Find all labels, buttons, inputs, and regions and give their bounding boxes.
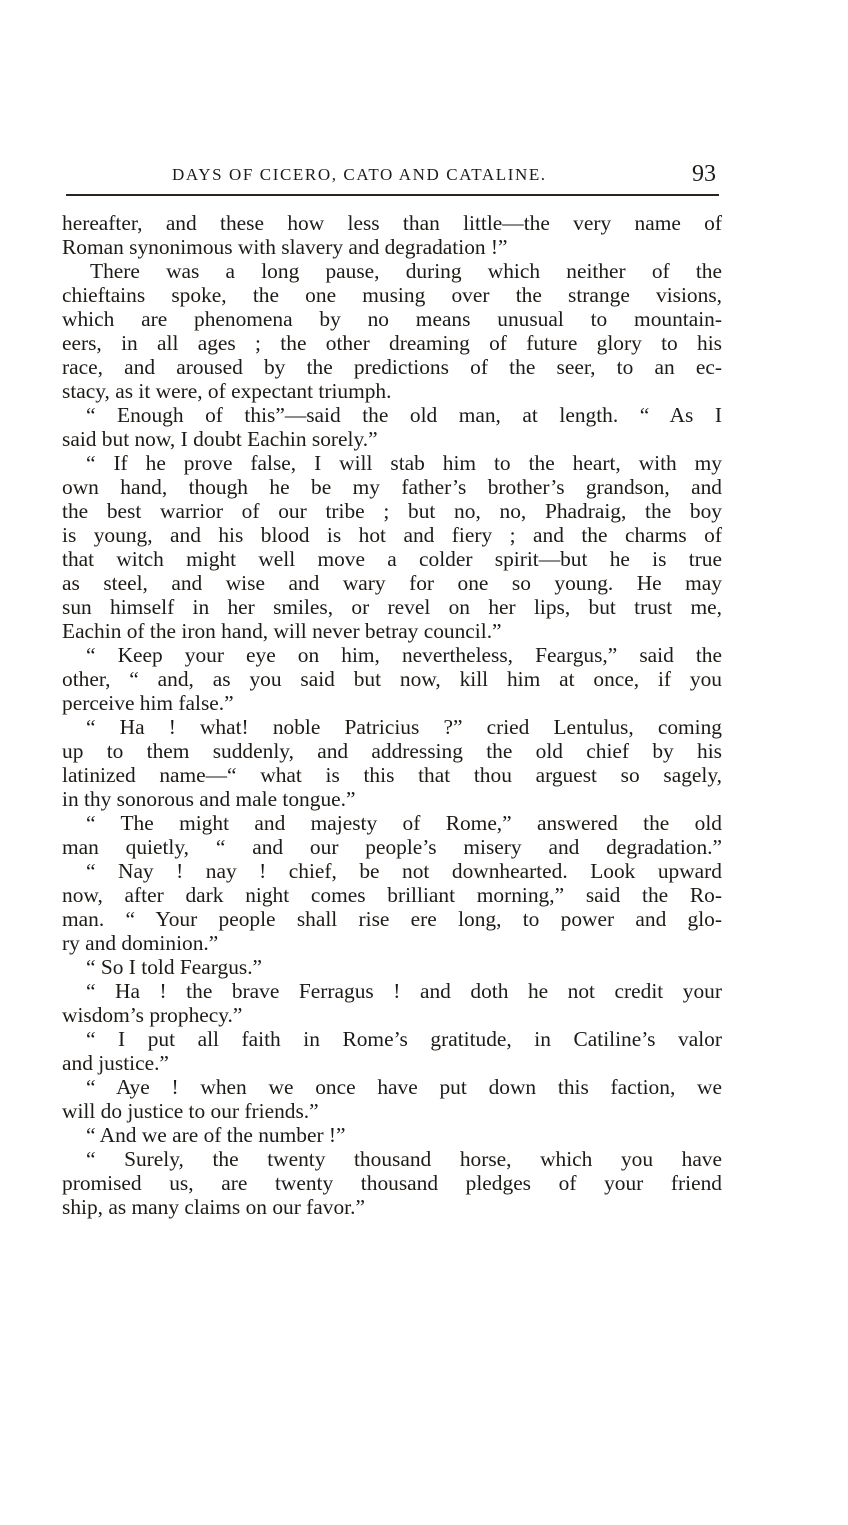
text-line: will do justice to our friends.” [62, 1099, 319, 1123]
header-rule [66, 194, 719, 196]
text-line: “ So I told Feargus.” [86, 955, 263, 979]
text-line: stacy, as it were, of expectant triumph. [62, 379, 392, 403]
text-line: ry and dominion.” [62, 931, 219, 955]
text-line: There was a long pause, during which neither of the [90, 259, 722, 283]
text-line: hereafter, and these how less than little—the very name of [62, 211, 722, 235]
text-line: man. “ Your people shall rise ere long, to power and glo- [62, 907, 722, 931]
text-line: man quietly, “ and our people’s misery and degradation.” [62, 835, 722, 859]
text-line: now, after dark night comes brilliant morning,” said the Ro- [62, 883, 722, 907]
text-line: “ Ha ! the brave Ferragus ! and doth he not credit your [86, 979, 722, 1003]
text-line: other, “ and, as you said but now, kill him at once, if you [62, 667, 722, 691]
text-line: “ And we are of the number !” [86, 1123, 346, 1147]
text-line: “ I put all faith in Rome’s gratitude, in Catiline’s valor [86, 1027, 722, 1051]
text-line: is young, and his blood is hot and fiery ; and the charms of [62, 523, 722, 547]
page-number: 93 [692, 161, 716, 187]
text-line: perceive him false.” [62, 691, 234, 715]
text-line: own hand, though he be my father’s brother’s grandson, and [62, 475, 722, 499]
running-head [62, 163, 722, 193]
text-line: “ Surely, the twenty thousand horse, which you have [86, 1147, 722, 1171]
text-line: sun himself in her smiles, or revel on her lips, but trust me, [62, 595, 722, 619]
running-title: DAYS OF CICERO, CATO AND CATALINE. [172, 165, 547, 184]
text-line: latinized name—“ what is this that thou arguest so sagely, [62, 763, 722, 787]
text-line: “ Ha ! what! noble Patricius ?” cried Lentulus, coming [86, 715, 722, 739]
text-line: “ The might and majesty of Rome,” answered the old [86, 811, 722, 835]
text-line: ship, as many claims on our favor.” [62, 1195, 365, 1219]
text-line: “ Aye ! when we once have put down this faction, we [86, 1075, 722, 1099]
text-line: “ Enough of this”—said the old man, at length. “ As I [86, 403, 722, 427]
text-line: “ Keep your eye on him, nevertheless, Feargus,” said the [86, 643, 722, 667]
text-line: the best warrior of our tribe ; but no, no, Phadraig, the boy [62, 499, 722, 523]
text-line: in thy sonorous and male tongue.” [62, 787, 356, 811]
text-line: that witch might well move a colder spirit—but he is true [62, 547, 722, 571]
text-line: chieftains spoke, the one musing over the strange visions, [62, 283, 722, 307]
text-line: race, and aroused by the predictions of the seer, to an ec- [62, 355, 722, 379]
text-line: Eachin of the iron hand, will never betray council.” [62, 619, 502, 643]
text-line: “ Nay ! nay ! chief, be not downhearted. Look upward [86, 859, 722, 883]
text-line: which are phenomena by no means unusual to mountain- [62, 307, 722, 331]
text-line: promised us, are twenty thousand pledges of your friend [62, 1171, 722, 1195]
text-line: Roman synonimous with slavery and degradation !” [62, 235, 508, 259]
text-line: and justice.” [62, 1051, 169, 1075]
text-line: as steel, and wise and wary for one so young. He may [62, 571, 722, 595]
body-text [62, 211, 722, 1219]
text-line: eers, in all ages ; the other dreaming of future glory to his [62, 331, 722, 355]
text-line: said but now, I doubt Eachin sorely.” [62, 427, 378, 451]
text-line: up to them suddenly, and addressing the old chief by his [62, 739, 722, 763]
text-line: “ If he prove false, I will stab him to the heart, with my [86, 451, 722, 475]
text-line: wisdom’s prophecy.” [62, 1003, 243, 1027]
